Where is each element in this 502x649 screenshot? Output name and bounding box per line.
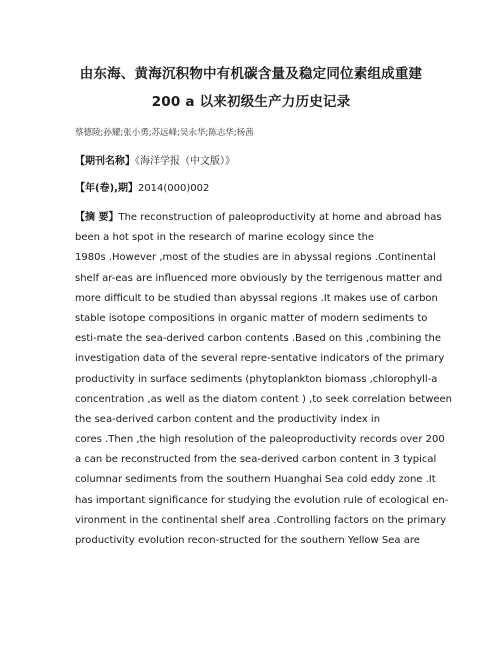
year-volume-issue-field	[75, 179, 209, 194]
abstract-line: productivity evolution recon-structed for the southern Yellow Sea are	[75, 535, 420, 546]
abstract-line: been a hot spot in the research of marine ecology since the	[75, 232, 375, 244]
document-title-line-2: 200 a 以来初级生产力历史记录	[151, 94, 351, 110]
abstract-line: vironment in the continental shelf area .Controlling factors on the primary	[75, 514, 447, 526]
document-title-line-1: 由东海、黄海沉积物中有机碳含量及稳定同位素组成重建	[79, 66, 423, 82]
abstract-line: a can be reconstructed from the sea-derived carbon content in 3 typical	[75, 454, 437, 466]
author-list: 蔡德陵;孙耀;张小勇;苏远峰;吴永华;陈志华;杨茜	[75, 128, 254, 138]
abstract-line: investigation data of the several repre-sentative indicators of the primary	[75, 353, 445, 365]
abstract-line: stable isotope compositions in organic matter of modern sediments to	[75, 312, 428, 324]
abstract-line: concentration ,as well as the diatom content ) ,to seek correlation between	[75, 393, 453, 405]
journal-value: 《海洋学报（中文版）》	[135, 156, 235, 167]
abstract-line: has important significance for studying the evolution rule of ecological en-	[75, 494, 449, 506]
year-label: 【年(卷),期】	[75, 183, 138, 194]
year-value: 2014(000)002	[137, 183, 210, 194]
abstract-line: shelf ar-eas are influenced more obviously by the terrigenous matter and	[75, 272, 443, 284]
abstract-line: cores .Then ,the high resolution of the paleoproductivity records over 200	[75, 434, 445, 446]
abstract-line	[75, 208, 442, 228]
abstract-line: more difficult to be studied than abyssal regions .It makes use of carbon	[75, 292, 438, 304]
abstract-label: 【摘 要】	[75, 212, 119, 223]
abstract-line: the sea-derived carbon content and the productivity index in	[75, 413, 381, 425]
journal-field	[75, 152, 235, 167]
abstract-line: esti-mate the sea-derived carbon contents .Based on this ,combining the	[75, 333, 442, 345]
journal-label: 【期刊名称】	[75, 156, 135, 167]
abstract-line: 1980s .However ,most of the studies are in abyssal regions .Continental	[75, 252, 436, 264]
abstract	[75, 208, 453, 551]
abstract-line: productivity in surface sediments (phytoplankton biomass ,chlorophyll-a	[75, 373, 438, 385]
abstract-line: columnar sediments from the southern Huanghai Sea cold eddy zone .It	[75, 474, 436, 486]
abstract-text: The reconstruction of paleoproductivity at home and abroad has	[118, 212, 442, 223]
